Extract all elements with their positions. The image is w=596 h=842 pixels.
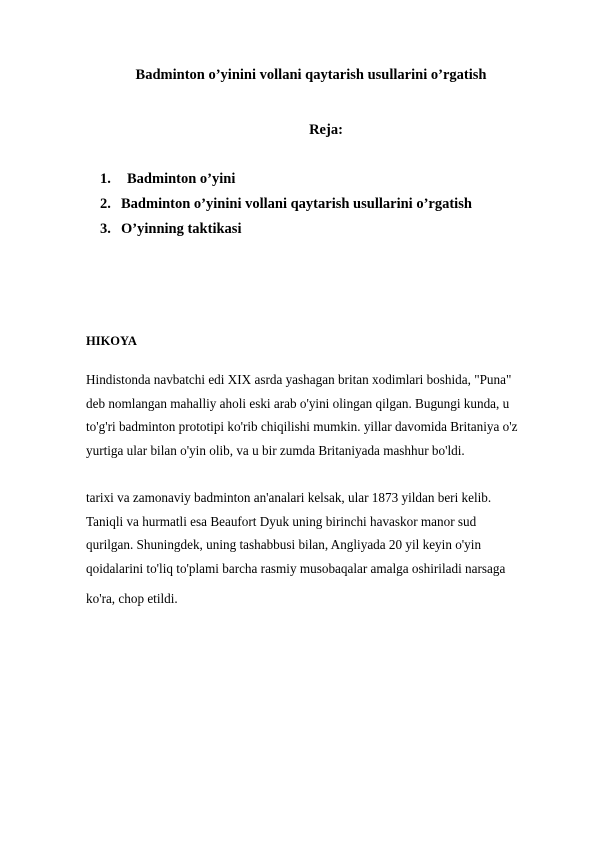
paragraph-line: to'g'ri badminton prototipi ko'rib chiqilishi mumkin. yillar davomida Britaniya o'z [86, 419, 518, 434]
plan-item-number: 2. [100, 196, 111, 212]
paragraph-line: qoidalarini to'liq to'plami barcha rasmiy musobaqalar amalga oshiriladi narsaga [86, 560, 506, 576]
plan-item-number: 3. [100, 221, 111, 237]
plan-heading: Reja: [309, 122, 343, 138]
section-heading: HIKOYA [86, 334, 137, 348]
plan-item [100, 195, 472, 220]
plan-item-text: Badminton o’yinini vollani qaytarish usullarini o’rgatish [121, 196, 472, 212]
plan-list [100, 170, 472, 245]
paragraph-line: ko'ra, chop etildi. [86, 591, 178, 606]
paragraph-line: Taniqli va hurmatli esa Beaufort Dyuk uning birinchi havaskor manor sud [86, 513, 477, 529]
paragraph-line: deb nomlangan mahalliy aholi eski arab o'yini olingan qilgan. Bugungi kunda, u [86, 395, 510, 411]
document-title: Badminton o’yinini vollani qaytarish usullarini o’rgatish [135, 67, 487, 83]
paragraph-line: yurtiga ular bilan o'yin olib, va u bir zumda Britaniyada mashhur bo'ldi. [86, 442, 465, 458]
paragraph-1 [86, 368, 556, 462]
paragraph-line: Hindistonda navbatchi edi XIX asrda yashagan britan xodimlari boshida, "Puna" [86, 372, 512, 387]
plan-item-number: 1. [100, 171, 111, 187]
paragraph-line: tarixi va zamonaviy badminton an'analari kelsak, ular 1873 yildan beri kelib. [86, 490, 492, 505]
plan-item-text: Badminton o’yini [127, 171, 236, 187]
paragraph-2 [86, 486, 556, 611]
paragraph-line: qurilgan. Shuningdek, uning tashabbusi bilan, Angliyada 20 yil keyin o'yin [86, 537, 482, 552]
plan-item [100, 170, 472, 195]
plan-item [100, 220, 472, 245]
plan-item-text: O’yinning taktikasi [121, 221, 242, 237]
